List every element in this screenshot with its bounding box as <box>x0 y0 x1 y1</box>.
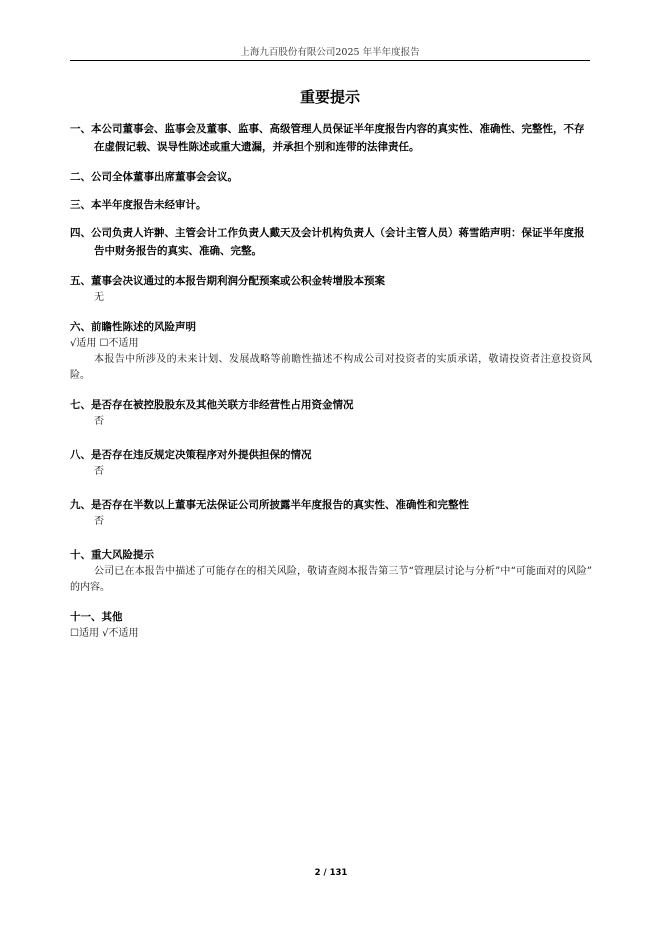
section-6 <box>70 318 592 384</box>
section-1-heading: 一、本公司董事会、监事会及董事、监事、高级管理人员保证半年度报告内容的真实性、准确性、完整性，不存在虚假记载、误导性陈述或重大遗漏，并承担个别和连带的法律责任。 <box>70 123 585 153</box>
section-11-heading: 十一、其他 <box>70 611 123 623</box>
section-6-applicability: √适用 ☐不适用 <box>70 338 139 349</box>
section-9 <box>70 496 592 530</box>
section-2-heading: 二、公司全体董事出席董事会会议。 <box>70 171 238 183</box>
section-5-body: 无 <box>94 292 104 303</box>
running-header: 上海九百股份有限公司2025 年半年度报告 <box>240 47 420 58</box>
section-7 <box>70 396 592 430</box>
section-3-heading: 三、本半年度报告未经审计。 <box>70 199 207 211</box>
page-title: 重要提示 <box>299 88 360 106</box>
section-10-heading: 十、重大风险提示 <box>70 549 154 561</box>
section-2 <box>70 168 592 186</box>
section-8-heading: 八、是否存在违反规定决策程序对外提供担保的情况 <box>70 449 312 461</box>
section-6-heading: 六、前瞻性陈述的风险声明 <box>70 321 196 333</box>
section-8-body: 否 <box>94 466 104 477</box>
section-7-body: 否 <box>94 416 104 427</box>
section-8 <box>70 446 592 480</box>
section-3 <box>70 196 592 214</box>
section-10 <box>70 546 592 596</box>
section-5 <box>70 272 592 306</box>
section-5-heading: 五、董事会决议通过的本报告期利润分配预案或公积金转增股本预案 <box>70 275 385 287</box>
page-number: 2 / 131 <box>314 868 348 878</box>
section-7-heading: 七、是否存在被控股股东及其他关联方非经营性占用资金情况 <box>70 399 354 411</box>
document-body <box>70 120 592 642</box>
section-9-body: 否 <box>94 516 104 527</box>
section-1 <box>70 120 592 156</box>
section-11-applicability: ☐适用 √不适用 <box>70 628 139 639</box>
section-11 <box>70 608 592 642</box>
section-4-heading: 四、公司负责人许翀、主管会计工作负责人戴天及会计机构负责人（会计主管人员）蒋雪皓声明：保证半年度报告中财务报告的真实、准确、完整。 <box>70 227 585 257</box>
section-6-body: 本报告中所涉及的未来计划、发展战略等前瞻性描述不构成公司对投资者的实质承诺，敬请投资者注意投资风险。 <box>70 354 592 381</box>
section-9-heading: 九、是否存在半数以上董事无法保证公司所披露半年度报告的真实性、准确性和完整性 <box>70 499 469 511</box>
section-4 <box>70 224 592 260</box>
header-rule <box>70 60 590 61</box>
section-10-body: 公司已在本报告中描述了可能存在的相关风险，敬请查阅本报告第三节“管理层讨论与分析”中“可能面对的风险” 的内容。 <box>70 566 592 593</box>
